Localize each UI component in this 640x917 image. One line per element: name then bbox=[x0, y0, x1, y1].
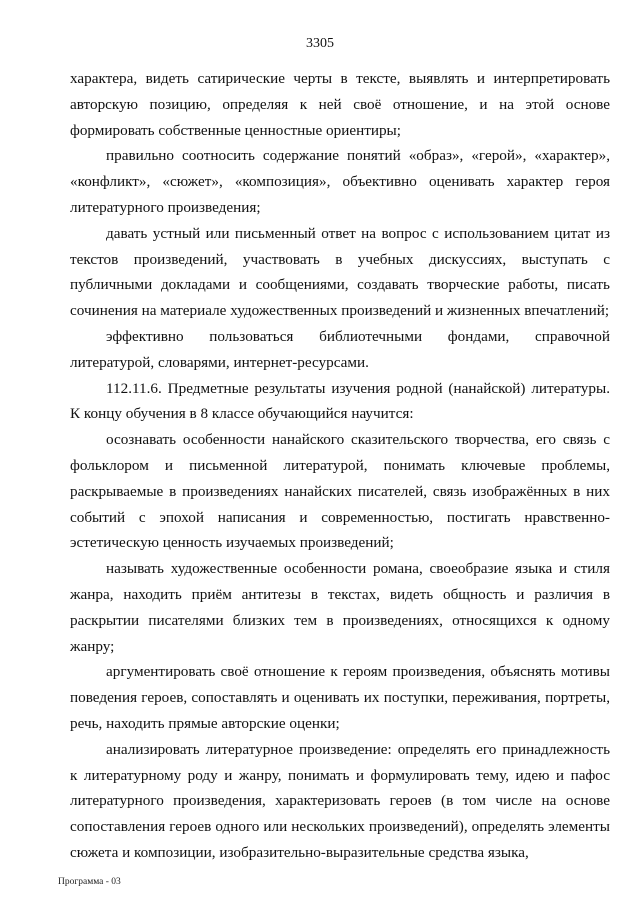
paragraph-5-section-heading: 112.11.6. Предметные результаты изучения родной (нанайской) литературы. К концу обучения в 8 классе обучающийся научится: bbox=[70, 379, 610, 423]
paragraph-8: аргументировать своё отношение к героям произведения, объяснять мотивы поведения героев, сопоставлять и оценивать их поступки, переживания, портреты, речь, находить прямые авторские оценки; bbox=[70, 663, 610, 732]
paragraph-4: эффективно пользоваться библиотечными фондами, справочной литературой, словарями, интернет-ресурсами. bbox=[70, 327, 610, 371]
page-number: 3305 bbox=[306, 36, 334, 51]
paragraph-1: характера, видеть сатирические черты в тексте, выявлять и интерпретировать авторскую позицию, определяя к ней своё отношение, и на этой основе формировать собственные ценностные ориентиры; bbox=[70, 70, 610, 139]
paragraph-3: давать устный или письменный ответ на вопрос с использованием цитат из текстов произведений, участвовать в учебных дискуссиях, выступать с публичными докладами и сообщениями, создавать творческие работы, писать сочинения на материале художественных произведений и жизненных впечатлений; bbox=[70, 224, 610, 320]
paragraph-9: анализировать литературное произведение: определять его принадлежность к литературному роду и жанру, понимать и формулировать тему, идею и пафос литературного произведения, характеризовать героев (в том числе на основе сопоставления героев одного или нескольких произведений), определять элементы сюжета и композиции, изобразительно-выразительные средства языка, bbox=[70, 740, 610, 861]
paragraph-6: осознавать особенности нанайского сказительского творчества, его связь с фольклором и письменной литературой, понимать ключевые проблемы, раскрываемые в произведениях нанайских писателей, связь изображённых в них событий с эпохой написания и современностью, постигать нравственно-эстетическую ценность изучаемых произведений; bbox=[70, 431, 610, 552]
body-text bbox=[70, 66, 610, 866]
footer-label: Программа - 03 bbox=[58, 877, 121, 887]
paragraph-7: называть художественные особенности романа, своеобразие языка и стиля жанра, находить приём антитезы в текстах, видеть общность и различия в раскрытии писателями близких тем в произведениях, относящихся к одному жанру; bbox=[70, 560, 610, 655]
paragraph-2: правильно соотносить содержание понятий «образ», «герой», «характер», «конфликт», «сюжет», «композиция», объективно оценивать характер героя литературного произведения; bbox=[70, 147, 610, 216]
